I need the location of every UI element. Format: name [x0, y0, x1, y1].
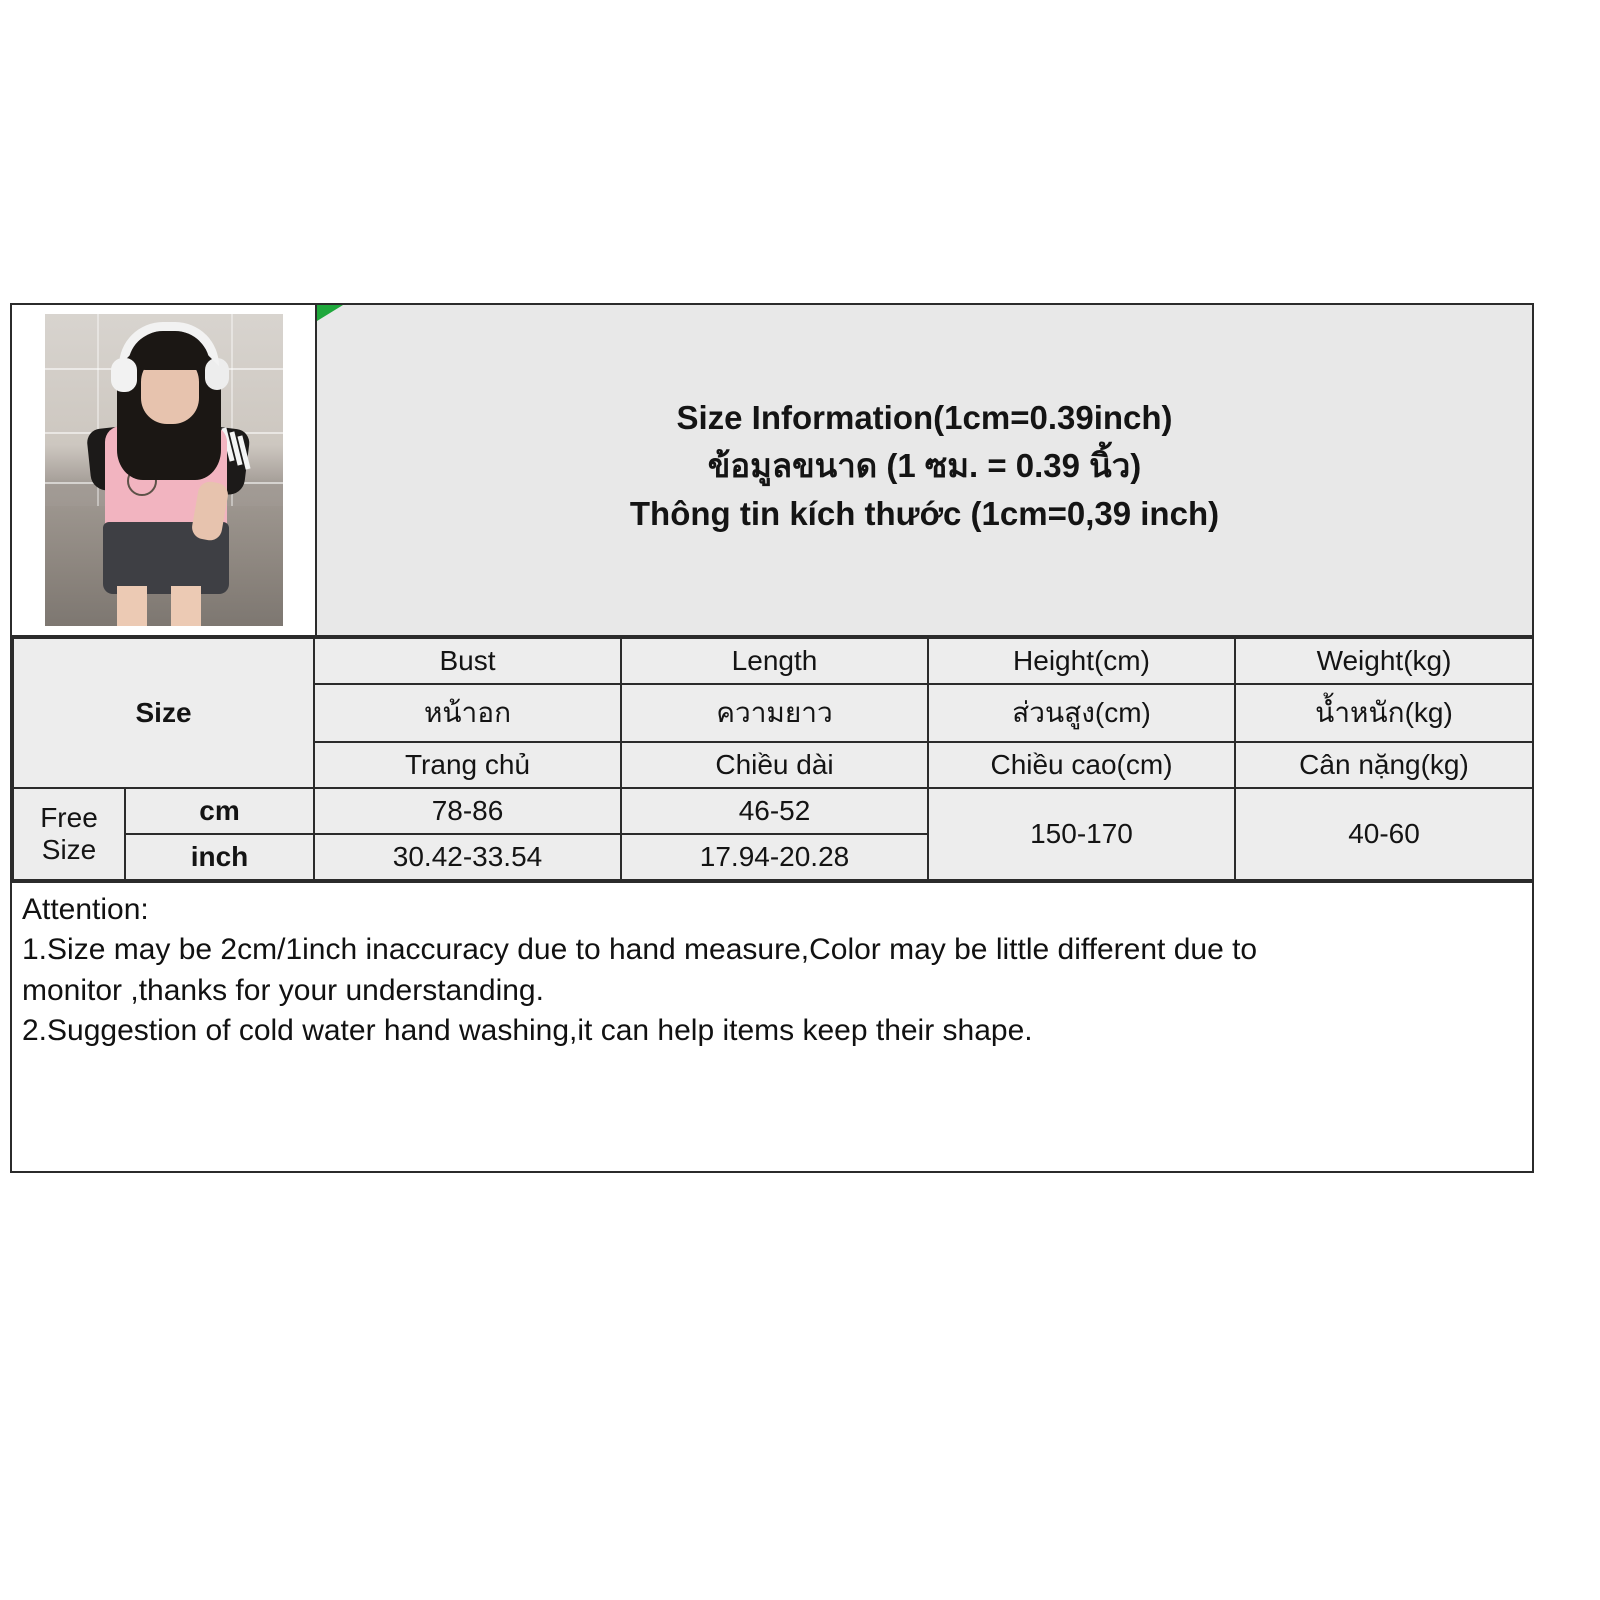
attention-line-1b: monitor ,thanks for your understanding. — [22, 973, 544, 1007]
photo-leg — [117, 586, 147, 626]
header-height-th: ส่วนสูง(cm) — [928, 684, 1235, 742]
product-photo — [45, 314, 283, 626]
header-length-en: Length — [621, 638, 928, 684]
value-height: 150-170 — [928, 788, 1235, 880]
header-bust-vi: Trang chủ — [314, 742, 621, 788]
size-label-cell: Size — [13, 638, 314, 788]
header-bust-th: หน้าอก — [314, 684, 621, 742]
title-english: Size Information(1cm=0.39inch) — [676, 399, 1173, 437]
header-length-th: ความยาว — [621, 684, 928, 742]
size-chart-card — [10, 303, 1534, 1173]
title-thai: ข้อมูลขนาด (1 ซม. = 0.39 นิ้ว) — [707, 447, 1142, 485]
photo-leg — [171, 586, 201, 626]
attention-block — [12, 881, 1532, 1171]
attention-heading: Attention: — [22, 893, 149, 926]
header-height-en: Height(cm) — [928, 638, 1235, 684]
value-length-cm: 46-52 — [621, 788, 928, 834]
value-weight: 40-60 — [1235, 788, 1533, 880]
table-row-cm — [13, 788, 1533, 834]
unit-inch: inch — [125, 834, 314, 880]
product-photo-cell — [12, 305, 317, 635]
header-height-vi: Chiều cao(cm) — [928, 742, 1235, 788]
chart-header-band — [12, 305, 1532, 637]
header-weight-en: Weight(kg) — [1235, 638, 1533, 684]
attention-line-1: 1.Size may be 2cm/1inch inaccuracy due to hand measure,Color may be little different due to — [22, 933, 1258, 967]
table-row-header-en — [13, 638, 1533, 684]
value-bust-cm: 78-86 — [314, 788, 621, 834]
size-table — [12, 637, 1534, 881]
header-length-vi: Chiều dài — [621, 742, 928, 788]
value-length-inch: 17.94-20.28 — [621, 834, 928, 880]
attention-line-2: 2.Suggestion of cold water hand washing,it can help items keep their shape. — [22, 1014, 1033, 1048]
header-weight-vi: Cân nặng(kg) — [1235, 742, 1533, 788]
unit-cm: cm — [125, 788, 314, 834]
value-bust-inch: 30.42-33.54 — [314, 834, 621, 880]
header-bust-en: Bust — [314, 638, 621, 684]
row-label-free-size: Free Size — [13, 788, 125, 880]
title-block — [317, 305, 1532, 635]
title-vietnamese: Thông tin kích thước (1cm=0,39 inch) — [629, 494, 1220, 532]
header-weight-th: น้ำหนัก(kg) — [1235, 684, 1533, 742]
